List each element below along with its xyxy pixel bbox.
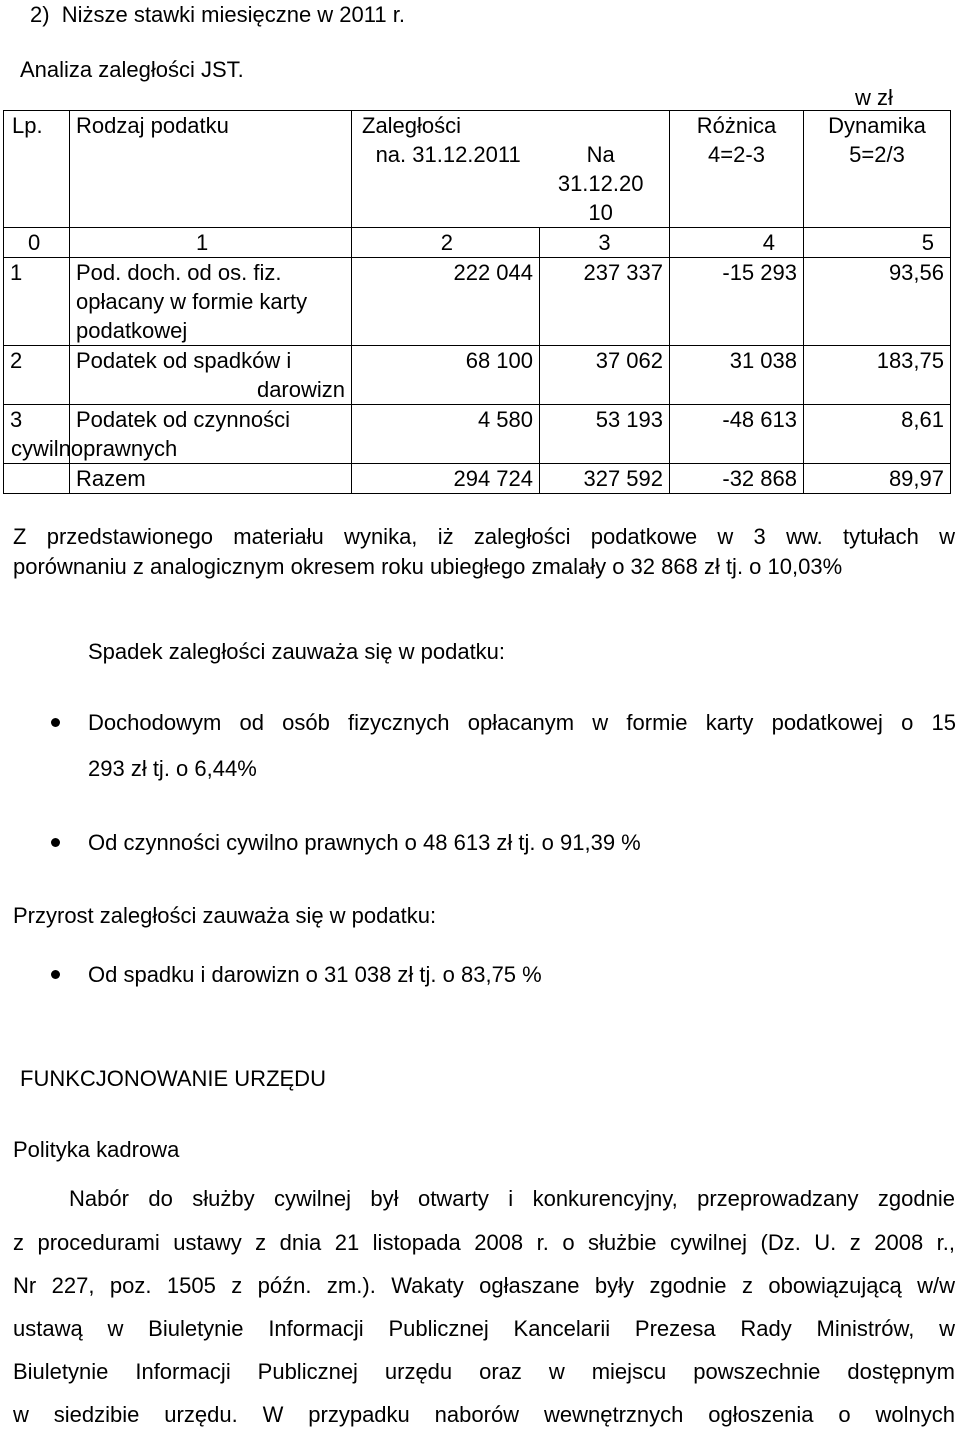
- row-name: Podatek od czynności cywilnoprawnych: [70, 405, 352, 464]
- paragraph-line: Nr 227, poz. 1505 z późn. zm.). Wakaty ogłaszane były zgodnie z obowiązującą w/w: [13, 1273, 955, 1298]
- row-lp: 2: [4, 346, 70, 405]
- summary-line-2: porównaniu z analogicznym okresem roku ubiegłego zmalały o 32 868 zł tj. o 10,03%: [13, 554, 843, 579]
- total-lp: [4, 464, 70, 494]
- index-cell: 1: [70, 228, 352, 258]
- total-difference: -32 868: [670, 464, 804, 494]
- paragraph-line: w siedzibie urzędu. W przypadku naborów wewnętrznych ogłoszenia o wolnych: [13, 1402, 955, 1427]
- header-zaleglosci-label: Zaległości: [362, 113, 462, 138]
- row-lp: 1: [4, 258, 70, 346]
- row-dynamics: 93,56: [804, 258, 951, 346]
- index-cell: 3: [540, 228, 670, 258]
- unit-note: w zł: [855, 85, 893, 110]
- table-row: [4, 346, 951, 405]
- header-roznica: Różnica 4=2-3: [670, 111, 804, 228]
- decrease-item-1-line-2: 293 zł tj. o 6,44%: [88, 756, 257, 781]
- row-name: Podatek od spadków i darowizn: [70, 346, 352, 405]
- index-cell: 0: [4, 228, 70, 258]
- row-dynamics: 183,75: [804, 346, 951, 405]
- paragraph-line: z procedurami ustawy z dnia 21 listopada 2008 r. o służbie cywilnej (Dz. U. z 2008 r.,: [13, 1230, 955, 1255]
- bullet-icon: [51, 718, 60, 727]
- row-value-2011: 68 100: [352, 346, 540, 405]
- paragraph-line: Biuletynie Informacji Publicznej urzędu oraz w miejscu powszechnie dostępnym: [13, 1359, 955, 1384]
- analysis-title: Analiza zaległości JST.: [20, 57, 244, 82]
- row-name: Pod. doch. od os. fiz. opłacany w formie karty podatkowej: [70, 258, 352, 346]
- increase-item-1: Od spadku i darowizn o 31 038 zł tj. o 83,75 %: [88, 962, 542, 987]
- header-zaleglosci: [352, 111, 670, 228]
- header-dynamika: Dynamika 5=2/3: [804, 111, 951, 228]
- row-value-2010: 53 193: [540, 405, 670, 464]
- row-value-2011: 4 580: [352, 405, 540, 464]
- arrears-table: [3, 110, 951, 494]
- row-difference: 31 038: [670, 346, 804, 405]
- index-cell: 2: [352, 228, 540, 258]
- decrease-item-1-line-1: Dochodowym od osób fizycznych opłacanym w formie karty podatkowej o 15: [88, 710, 956, 735]
- table-index-row: [4, 228, 951, 258]
- header-lp: Lp.: [4, 111, 70, 228]
- section-title: FUNKCJONOWANIE URZĘDU: [20, 1066, 326, 1091]
- total-label: Razem: [70, 464, 352, 494]
- table-row: [4, 405, 951, 464]
- header-na-2010: Na 31.12.20 10: [557, 142, 644, 225]
- decrease-intro: Spadek zaległości zauważa się w podatku:: [88, 639, 506, 664]
- row-value-2010: 237 337: [540, 258, 670, 346]
- table-row: [4, 258, 951, 346]
- section-heading: 2) Niższe stawki miesięczne w 2011 r.: [30, 2, 405, 27]
- row-difference: -48 613: [670, 405, 804, 464]
- row-value-2011: 222 044: [352, 258, 540, 346]
- paragraph-line: Nabór do służby cywilnej był otwarty i konkurencyjny, przeprowadzany zgodnie: [69, 1186, 955, 1211]
- index-cell: 4: [670, 228, 804, 258]
- table-total-row: [4, 464, 951, 494]
- row-difference: -15 293: [670, 258, 804, 346]
- header-na-2011: na. 31.12.2011: [375, 142, 521, 167]
- bullet-icon: [51, 838, 60, 847]
- decrease-item-2: Od czynności cywilno prawnych o 48 613 zł tj. o 91,39 %: [88, 830, 641, 855]
- index-cell: 5: [804, 228, 951, 258]
- total-dynamics: 89,97: [804, 464, 951, 494]
- paragraph-line: ustawą w Biuletynie Informacji Publicznej Kancelarii Prezesa Rady Ministrów, w: [13, 1316, 955, 1341]
- row-value-2010: 37 062: [540, 346, 670, 405]
- row-lp: 3: [4, 405, 70, 464]
- header-rodzaj: Rodzaj podatku: [70, 111, 352, 228]
- total-value-2011: 294 724: [352, 464, 540, 494]
- table-header-row: [4, 111, 951, 228]
- row-dynamics: 8,61: [804, 405, 951, 464]
- increase-intro: Przyrost zaległości zauważa się w podatku:: [13, 903, 437, 928]
- total-value-2010: 327 592: [540, 464, 670, 494]
- subsection-title: Polityka kadrowa: [13, 1137, 180, 1162]
- bullet-icon: [51, 970, 60, 979]
- summary-line-1: Z przedstawionego materiału wynika, iż zaległości podatkowe w 3 ww. tytułach w: [13, 524, 955, 549]
